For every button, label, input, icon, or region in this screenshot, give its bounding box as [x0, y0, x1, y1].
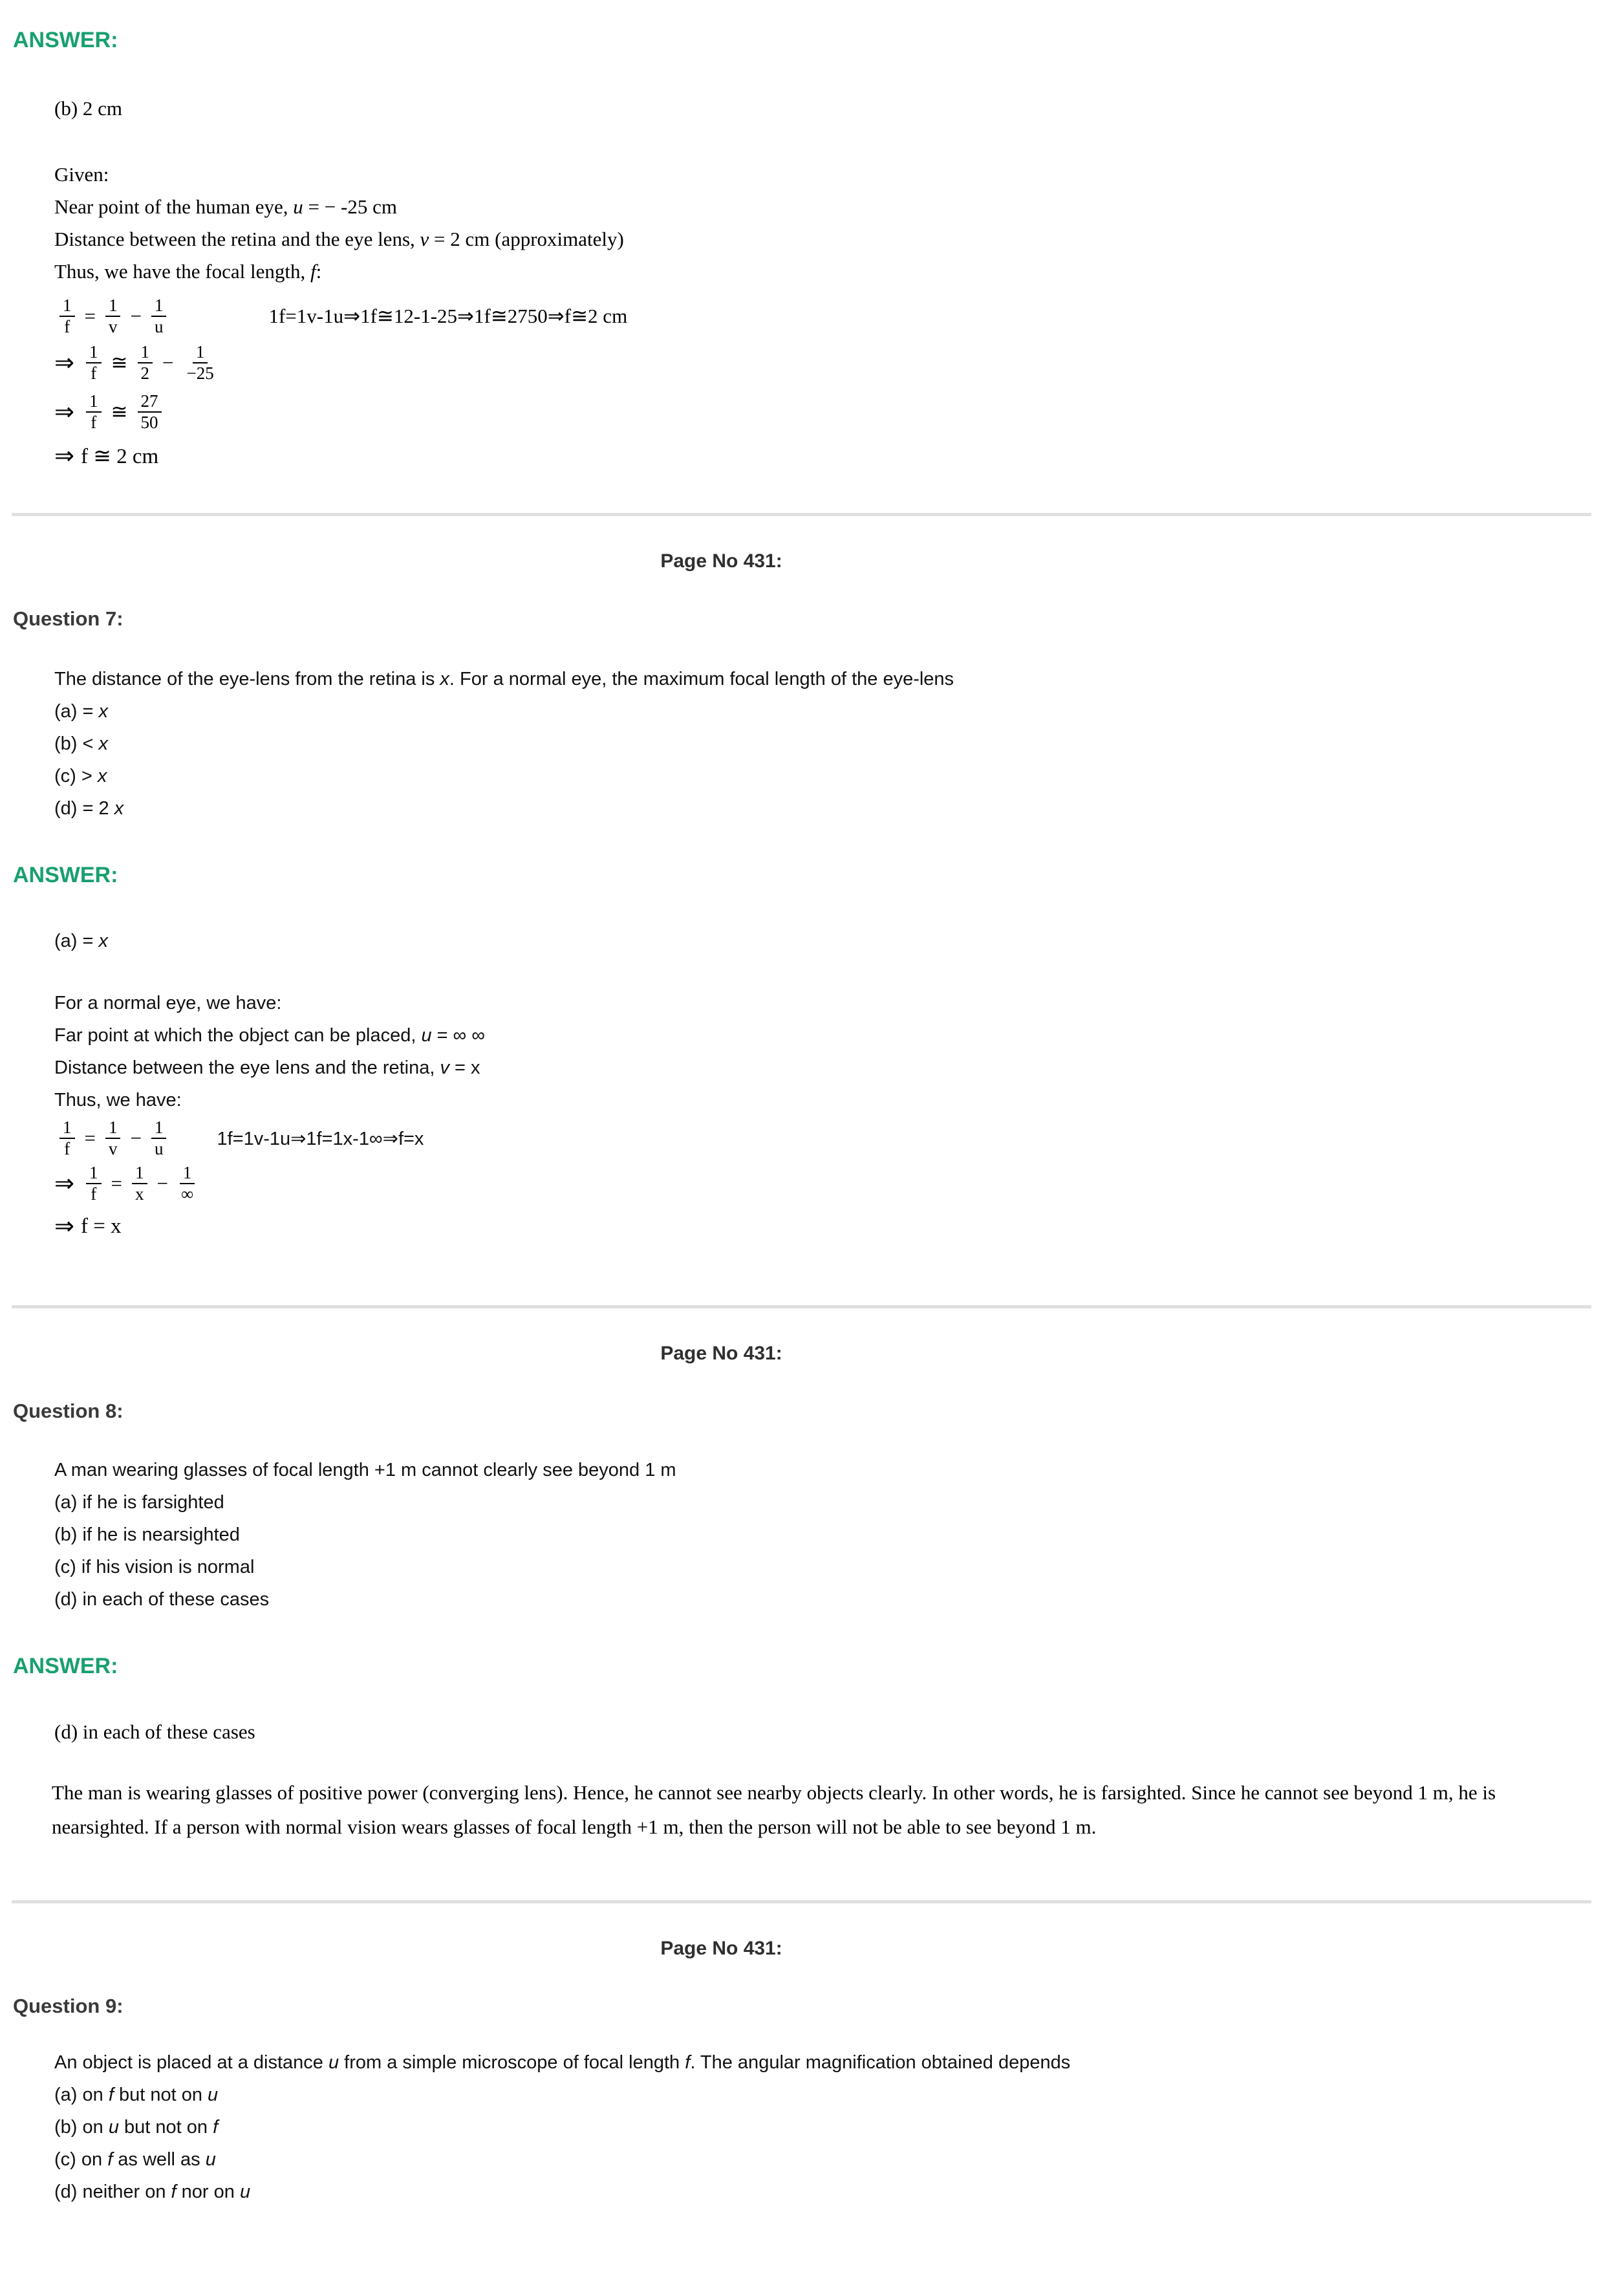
- math-operator: ≅: [111, 351, 128, 374]
- fraction-numerator: 1: [138, 342, 153, 363]
- text-segment: nor on: [176, 2182, 240, 2202]
- italic-variable: x: [114, 798, 124, 819]
- italic-variable: u: [205, 2149, 216, 2170]
- text-segment: = ∞ ∞: [431, 1025, 486, 1046]
- text-segment: (b) <: [54, 733, 99, 754]
- text-segment: For a normal eye, we have:: [54, 993, 282, 1013]
- italic-variable: u: [328, 2052, 339, 2073]
- italic-variable: f: [107, 2149, 113, 2170]
- math-operator: −: [156, 1172, 168, 1195]
- fraction-denominator: x: [135, 1184, 144, 1204]
- q9-option-c: [54, 2143, 1603, 2176]
- text-segment: (d) neither on: [54, 2182, 171, 2202]
- page-number-heading-2: Page No 431:: [660, 1343, 782, 1364]
- formula-linear-text: 1f=1v-1u⇒1f=1x-1∞⇒f=x: [217, 1128, 424, 1149]
- math-operator: =: [111, 1172, 122, 1195]
- implies-arrow-icon: ⇒: [54, 399, 75, 426]
- fraction-denominator: u: [154, 1139, 164, 1158]
- italic-variable: f: [171, 2182, 177, 2202]
- text-segment: . For a normal eye, the maximum focal length of the eye-lens: [449, 669, 954, 689]
- text-segment: Far point at which the object can be placed,: [54, 1025, 422, 1046]
- text-segment: An object is placed at a distance: [54, 2052, 328, 2073]
- fraction-denominator: −25: [186, 363, 214, 383]
- italic-variable: x: [440, 669, 449, 689]
- text-segment: but not on: [113, 2085, 208, 2105]
- fraction: [86, 342, 102, 384]
- question-heading-7: Question 7:: [13, 607, 124, 630]
- text-segment: (d) in each of these cases: [54, 1589, 270, 1610]
- fraction-denominator: 2: [140, 363, 149, 383]
- fraction-numerator: 1: [86, 342, 102, 363]
- q6-given-line-2: [54, 223, 1603, 255]
- q7-answer-line-3: [54, 1052, 1603, 1084]
- italic-variable: v: [440, 1057, 449, 1078]
- fraction-denominator: u: [154, 317, 164, 336]
- q7-answer-line-1: [54, 987, 1603, 1019]
- math-operator: =: [84, 1127, 96, 1149]
- solutions-document: [0, 27, 1603, 2296]
- italic-variable: x: [97, 766, 107, 786]
- fraction-numerator: 1: [86, 391, 102, 413]
- fraction: [59, 1118, 75, 1159]
- text-segment: but not on: [118, 2117, 213, 2138]
- fraction-numerator: 27: [138, 391, 162, 413]
- q7-option-a: [54, 695, 1603, 728]
- text-segment: (d) in each of these cases: [54, 1720, 255, 1743]
- text-segment: :: [316, 260, 322, 283]
- answer-heading-q6: ANSWER:: [13, 28, 118, 52]
- q7-formula-row-1: [54, 1118, 1603, 1159]
- q7-option-d: [54, 792, 1603, 825]
- fraction-denominator: f: [91, 1184, 97, 1204]
- fraction-denominator: ∞: [180, 1184, 194, 1204]
- q6-answer-choice: [54, 92, 1603, 125]
- text-segment: (a) if he is farsighted: [54, 1492, 224, 1513]
- implies-arrow-icon: ⇒: [54, 443, 75, 470]
- q8-question-text: [54, 1454, 1603, 1486]
- text-segment: Near point of the human eye,: [54, 195, 294, 218]
- fraction-denominator: 50: [140, 413, 158, 432]
- text-segment: = − -25 cm: [303, 195, 397, 218]
- text-segment: Thus, we have:: [54, 1090, 182, 1110]
- fraction: [183, 342, 217, 384]
- section-divider-3: [12, 1900, 1591, 1903]
- page-number-heading-1: Page No 431:: [660, 550, 782, 572]
- text-segment: A man wearing glasses of focal length +1 m cannot clearly see beyond 1 m: [54, 1460, 676, 1480]
- text-segment: (c) >: [54, 766, 98, 786]
- text-segment: (a) =: [54, 701, 99, 722]
- math-operator: −: [130, 1127, 142, 1149]
- fraction: [151, 296, 167, 337]
- italic-variable: x: [98, 701, 108, 722]
- fraction-numerator: 1: [105, 1118, 121, 1139]
- math-operator: =: [84, 305, 96, 327]
- italic-variable: u: [208, 2085, 219, 2105]
- section-divider-2: [12, 1305, 1591, 1308]
- fraction: [138, 342, 153, 384]
- italic-variable: v: [420, 228, 429, 250]
- q8-option-c: [54, 1551, 1603, 1583]
- fraction-denominator: f: [64, 1139, 70, 1158]
- implies-arrow-icon: ⇒: [54, 350, 75, 376]
- formula-text: f ≅ 2 cm: [81, 445, 159, 468]
- q7-option-c: [54, 760, 1603, 792]
- text-segment: Given:: [54, 163, 109, 186]
- fraction-denominator: v: [108, 317, 118, 336]
- text-segment: (b) on: [54, 2117, 109, 2138]
- q7-option-b: [54, 728, 1603, 760]
- answer-heading-q8: ANSWER:: [13, 1654, 118, 1678]
- text-segment: (d) = 2: [54, 798, 114, 819]
- fraction: [151, 1118, 167, 1159]
- fraction-numerator: 1: [193, 342, 208, 363]
- text-segment: Distance between the eye lens and the retina,: [54, 1057, 440, 1078]
- page-number-heading-3: Page No 431:: [660, 1938, 782, 1959]
- text-segment: as well as: [113, 2149, 206, 2170]
- q9-option-a: [54, 2079, 1603, 2111]
- fraction-denominator: f: [64, 317, 70, 336]
- text-segment: = 2 cm (approximately): [429, 228, 624, 250]
- fraction-numerator: 1: [86, 1163, 102, 1184]
- q8-option-d: [54, 1583, 1603, 1616]
- fraction: [86, 1163, 102, 1204]
- q7-answer-choice: [54, 925, 1603, 957]
- formula-text: f = x: [81, 1214, 122, 1238]
- q6-given-label: [54, 158, 1603, 191]
- italic-variable: f: [213, 2117, 219, 2138]
- q9-option-b: [54, 2111, 1603, 2143]
- fraction-numerator: 1: [105, 296, 121, 317]
- q7-formula-row-2: [54, 1163, 1603, 1204]
- q6-thus-line: [54, 255, 1603, 288]
- fraction: [86, 391, 102, 433]
- q6-given-line-1: [54, 191, 1603, 223]
- fraction-numerator: 1: [151, 1118, 167, 1139]
- fraction: [132, 1163, 147, 1204]
- q9-question-text: [54, 2046, 1603, 2079]
- q6-formula-row-4: [54, 442, 1603, 470]
- text-segment: (b) if he is nearsighted: [54, 1524, 240, 1545]
- math-operator: −: [162, 351, 174, 374]
- math-operator: −: [130, 305, 142, 327]
- text-segment: Thus, we have the focal length,: [54, 260, 310, 283]
- italic-variable: f: [310, 260, 316, 283]
- implies-arrow-icon: ⇒: [54, 1171, 75, 1197]
- section-divider-1: [12, 513, 1591, 516]
- text-segment: (b) 2 cm: [54, 97, 123, 120]
- fraction-numerator: 1: [180, 1163, 195, 1184]
- q8-answer-paragraph: [52, 1775, 1554, 1844]
- q7-question-text: [54, 663, 1603, 695]
- text-segment: from a simple microscope of focal length: [339, 2052, 685, 2073]
- text-segment: = x: [449, 1057, 480, 1078]
- fraction: [59, 296, 75, 337]
- fraction-denominator: f: [91, 363, 97, 383]
- fraction-numerator: 1: [132, 1163, 147, 1184]
- italic-variable: f: [685, 2052, 691, 2073]
- fraction-denominator: v: [108, 1139, 118, 1158]
- q8-option-a: [54, 1486, 1603, 1519]
- italic-variable: x: [98, 733, 108, 754]
- text-segment: (a) on: [54, 2085, 109, 2105]
- q6-formula-row-3: [54, 391, 1603, 433]
- fraction: [105, 1118, 121, 1159]
- text-segment: (c) on: [54, 2149, 108, 2170]
- fraction: [178, 1163, 197, 1204]
- text-segment: Distance between the retina and the eye lens,: [54, 228, 420, 250]
- question-heading-8: Question 8:: [13, 1400, 124, 1422]
- answer-heading-q7: ANSWER:: [13, 863, 118, 887]
- q6-formula-row-1: [54, 296, 1603, 337]
- q6-formula-row-2: [54, 342, 1603, 384]
- q9-option-d: [54, 2176, 1603, 2208]
- math-operator: ≅: [111, 400, 128, 423]
- italic-variable: u: [108, 2117, 119, 2138]
- text-segment: The man is wearing glasses of positive power (converging lens). Hence, he cannot see nearby objects clearly. In other words, he is farsighted. Since he cannot see beyond 1 m, he is nearsighted. If a person with normal vision wears glasses of focal length +1 m, then the person will not be able to see beyond 1 m.: [52, 1781, 1496, 1838]
- formula-linear-text: 1f=1v-1u⇒1f≅12-1-25⇒1f≅2750⇒f≅2 cm: [268, 305, 628, 327]
- text-segment: The distance of the eye-lens from the retina is: [54, 669, 440, 689]
- fraction-numerator: 1: [151, 296, 167, 317]
- italic-variable: u: [421, 1025, 432, 1046]
- q7-answer-line-2: [54, 1019, 1603, 1052]
- text-segment: (c) if his vision is normal: [54, 1557, 255, 1577]
- question-heading-9: Question 9:: [13, 1995, 124, 2017]
- q7-answer-line-4: [54, 1084, 1603, 1116]
- fraction-denominator: f: [91, 413, 97, 432]
- italic-variable: f: [108, 2085, 114, 2105]
- implies-arrow-icon: ⇒: [54, 1213, 75, 1240]
- q8-option-b: [54, 1519, 1603, 1551]
- fraction: [105, 296, 121, 337]
- italic-variable: u: [239, 2182, 251, 2202]
- fraction: [138, 391, 162, 433]
- text-segment: . The angular magnification obtained depends: [690, 2052, 1071, 2073]
- italic-variable: x: [98, 931, 108, 951]
- q8-answer-choice: [54, 1716, 1603, 1748]
- q7-formula-row-3: [54, 1212, 1603, 1240]
- fraction-numerator: 1: [59, 296, 75, 317]
- text-segment: (a) =: [54, 931, 99, 951]
- fraction-numerator: 1: [59, 1118, 75, 1139]
- italic-variable: u: [293, 195, 303, 218]
